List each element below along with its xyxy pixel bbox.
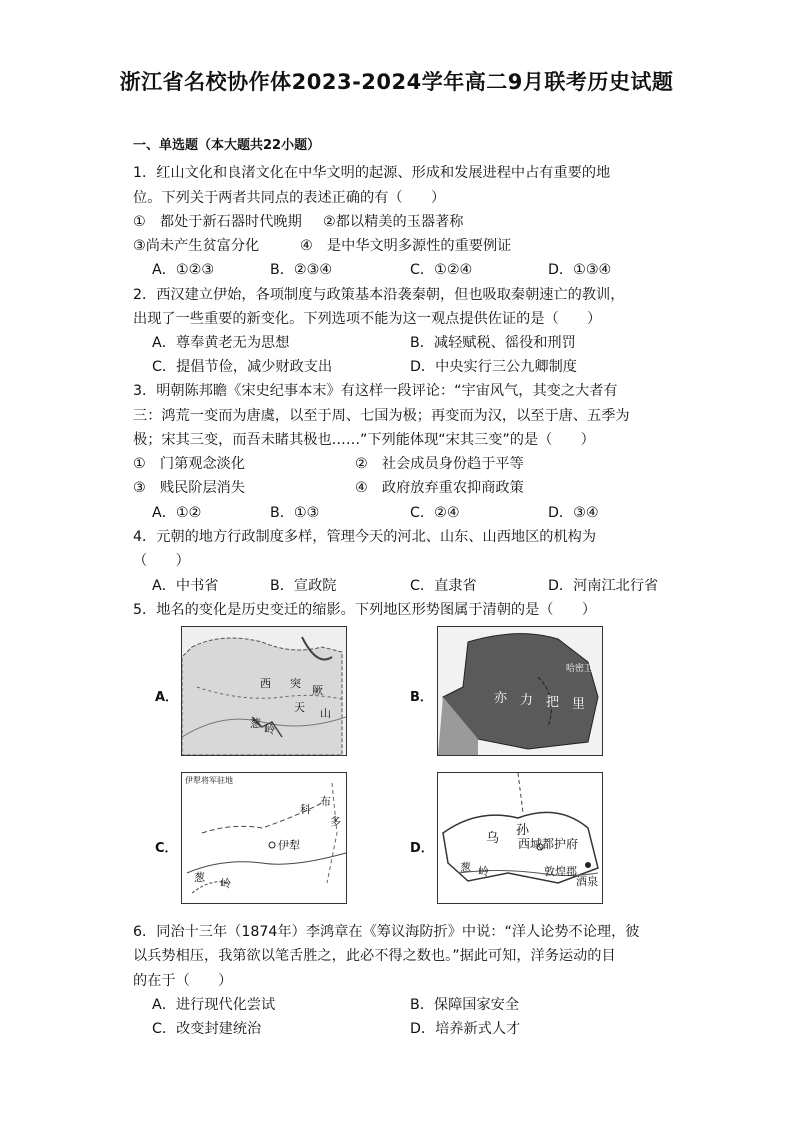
q1-statement-1: ① 都处于新石器时代晚期 xyxy=(133,214,302,230)
map-c-label-3: 布 xyxy=(320,795,331,808)
q6-option-a[interactable]: A．进行现代化尝试 xyxy=(152,997,276,1013)
q2-option-c[interactable]: C．提倡节俭，减少财政支出 xyxy=(152,359,333,375)
map-d[interactable] xyxy=(437,772,603,904)
q6-stem-line1: 6．同治十三年（1874年）李鸿章在《筹议海防折》中说：“洋人论势不论理，彼 xyxy=(133,924,640,940)
map-b-label-3: 把 xyxy=(546,695,560,710)
q3-stem-line2: 三：鸿荒一变而为唐虞，以至于周、七国为极；再变而为汉，以至于唐、五季为 xyxy=(133,408,630,424)
q4-option-b[interactable]: B．宣政院 xyxy=(270,578,337,594)
map-a-label-6: 葱 xyxy=(250,717,261,730)
map-a-label-5: 山 xyxy=(320,707,331,720)
map-b-label-2: 力 xyxy=(520,693,534,708)
page-title: 浙江省名校协作体2023-2024学年高二9月联考历史试题 xyxy=(119,70,674,94)
map-c-label-4: 多 xyxy=(330,815,341,828)
q6-stem-line2: 以兵势相压，我第欲以笔舌胜之，此必不得之数也。”据此可知，洋务运动的目 xyxy=(133,948,616,964)
map-a-label-1: 西 xyxy=(260,677,271,690)
map-a-label-4: 天 xyxy=(294,701,305,714)
q1-option-a[interactable]: A．①②③ xyxy=(152,262,215,278)
map-a-label-7: 岭 xyxy=(264,723,275,736)
q1-stem-line1: 1．红山文化和良渚文化在中华文明的起源、形成和发展进程中占有重要的地 xyxy=(133,165,611,181)
map-b-label-5: 哈密卫 xyxy=(566,664,594,674)
q6-option-d[interactable]: D．培养新式人才 xyxy=(410,1021,521,1037)
q3-stem-line3: 极；宋其三变，而吾未睹其极也……”下列能体现“宋其三变”的是（ ） xyxy=(133,432,595,448)
map-d-label-5: 岭 xyxy=(478,865,489,878)
q3-statement-1: ① 门第观念淡化 xyxy=(133,456,246,472)
q6-stem-line3: 的在于（ ） xyxy=(133,973,233,989)
q3-option-d[interactable]: D．③④ xyxy=(548,505,599,521)
q4-stem-line2: （ ） xyxy=(133,553,190,569)
map-a-label-2: 突 xyxy=(290,677,301,690)
q1-statement-2: ②都以精美的玉器著称 xyxy=(323,214,464,230)
q4-option-d[interactable]: D．河南江北行省 xyxy=(548,578,659,594)
map-c-label-1: 伊犁将军驻地 xyxy=(185,776,233,785)
q2-stem-line2: 出现了一些重要的新变化。下列选项不能为这一观点提供佐证的是（ ） xyxy=(133,311,602,327)
q2-option-a[interactable]: A．尊奉黄老无为思想 xyxy=(152,335,290,351)
map-b-label-1: 亦 xyxy=(494,691,508,706)
q1-statement-3: ③尚未产生贫富分化 xyxy=(133,238,260,254)
q1-option-d[interactable]: D．①③④ xyxy=(548,262,612,278)
map-c-label-5: 伊犁 xyxy=(278,839,300,852)
q3-option-a[interactable]: A．①② xyxy=(152,505,202,521)
q1-stem-line2: 位。下列关于两者共同点的表述正确的有（ ） xyxy=(133,190,446,206)
q3-stem-line1: 3．明朝陈邦瞻《宋史纪事本末》有这样一段评论：“宇宙风气，其变之大者有 xyxy=(133,383,618,399)
q3-option-b[interactable]: B．①③ xyxy=(270,505,320,521)
q3-statement-4: ④ 政府放弃重农抑商政策 xyxy=(355,480,524,496)
q4-stem-line1: 4．元朝的地方行政制度多样，管理今天的河北、山东、山西地区的机构为 xyxy=(133,529,597,545)
q3-statement-3: ③ 贱民阶层消失 xyxy=(133,480,246,496)
map-d-label-3: 西域都护府 xyxy=(518,837,579,851)
map-c-label-7: 岭 xyxy=(220,877,231,890)
map-a-label-3: 厥 xyxy=(312,684,323,697)
q5-option-d[interactable]: D． xyxy=(410,841,434,856)
map-c[interactable] xyxy=(181,772,347,904)
map-b-label-4: 里 xyxy=(572,697,586,712)
map-d-label-6: 敦煌郡 xyxy=(544,865,577,878)
map-a[interactable] xyxy=(181,626,347,756)
q5-option-a[interactable]: A． xyxy=(155,690,179,705)
q1-statement-4: ④ 是中华文明多源性的重要例证 xyxy=(300,238,512,254)
q2-stem-line1: 2．西汉建立伊始，各项制度与政策基本沿袭秦朝，但也吸取秦朝速亡的教训， xyxy=(133,287,625,303)
q3-statement-2: ② 社会成员身份趋于平等 xyxy=(355,456,524,472)
q4-option-a[interactable]: A．中书省 xyxy=(152,578,219,594)
map-d-label-4: 葱 xyxy=(460,861,471,874)
q4-option-c[interactable]: C．直隶省 xyxy=(410,578,477,594)
q1-option-c[interactable]: C．①②④ xyxy=(410,262,473,278)
q5-stem: 5．地名的变化是历史变迁的缩影。下列地区形势图属于清朝的是（ ） xyxy=(133,602,597,618)
q1-option-b[interactable]: B．②③④ xyxy=(270,262,333,278)
q2-option-b[interactable]: B．减轻赋税、徭役和刑罚 xyxy=(410,335,576,351)
q6-option-c[interactable]: C．改变封建统治 xyxy=(152,1021,262,1037)
map-b[interactable] xyxy=(437,626,603,756)
section-heading: 一、单选题（本大题共22小题） xyxy=(133,138,321,153)
map-c-label-2: 科 xyxy=(300,803,311,816)
map-c-label-6: 葱 xyxy=(194,871,205,884)
q6-option-b[interactable]: B．保障国家安全 xyxy=(410,997,520,1013)
map-d-label-1: 乌 xyxy=(486,831,500,846)
q3-option-c[interactable]: C．②④ xyxy=(410,505,460,521)
map-d-label-2: 孙 xyxy=(516,823,530,838)
q2-option-d[interactable]: D．中央实行三公九卿制度 xyxy=(410,359,577,375)
q5-option-c[interactable]: C． xyxy=(155,841,178,856)
q5-option-b[interactable]: B． xyxy=(410,690,433,705)
map-d-label-7: 酒泉 xyxy=(576,875,598,888)
